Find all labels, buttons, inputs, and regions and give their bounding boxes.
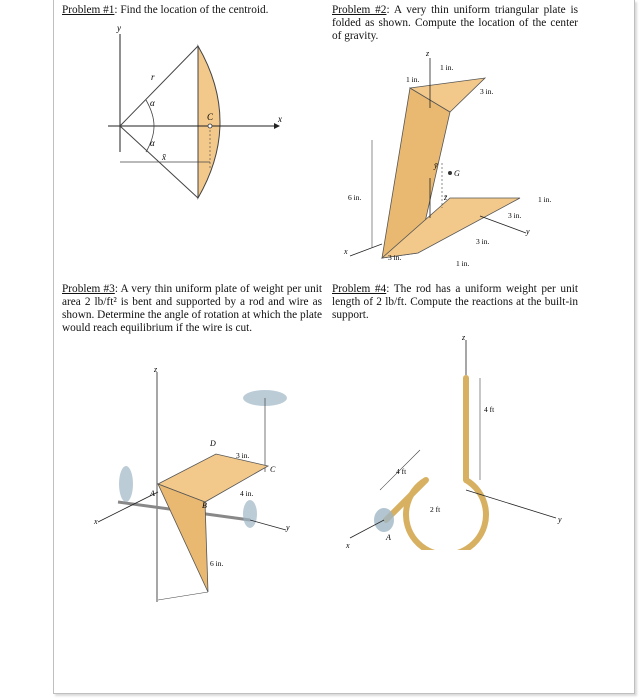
label-ybar: ȳ xyxy=(434,161,438,170)
label-xbar: x̄ xyxy=(162,152,166,162)
label-b: B xyxy=(202,501,207,510)
problem2-label: Problem #2 xyxy=(332,4,387,16)
y-axis xyxy=(250,520,286,530)
label-y: y xyxy=(286,523,290,532)
label-z: z xyxy=(426,49,430,58)
problem4-text: : The rod has a uniform weight per unit length of 2 lb/ft. Compute the reactions at the built-in support. xyxy=(332,283,578,321)
problem2-text: : A very thin uniform triangular plate is folded as shown. Compute the location of the center of gravity. xyxy=(332,4,579,42)
figure-bent-plate xyxy=(90,362,320,622)
label-a: A xyxy=(150,489,155,498)
label-1in-left: 1 in. xyxy=(406,75,420,84)
label-alpha-top: α xyxy=(150,98,155,108)
label-4in: 4 in. xyxy=(240,489,254,498)
label-2ft: 2 ft xyxy=(430,505,441,514)
label-3in-bottom: 3 in. xyxy=(476,237,490,246)
label-alpha-bottom: α xyxy=(150,138,155,148)
problem4-statement xyxy=(332,283,578,322)
centroid-point xyxy=(208,124,212,128)
problem2-statement xyxy=(332,4,578,43)
bearing-right xyxy=(243,500,257,528)
problem3-statement xyxy=(62,283,322,335)
label-x: x xyxy=(278,114,282,124)
problem1-text: : Find the location of the centroid. xyxy=(114,4,269,16)
problem3-label: Problem #3 xyxy=(62,283,115,295)
label-c: C xyxy=(270,465,276,474)
problem4-label: Problem #4 xyxy=(332,283,387,295)
label-y: y xyxy=(526,227,530,236)
label-g: G xyxy=(454,169,460,178)
label-x: x xyxy=(94,517,98,526)
center-of-gravity-point xyxy=(448,171,452,175)
label-zbar: z̄ xyxy=(444,193,448,202)
segment-shape xyxy=(198,46,220,198)
figure-folded-plate xyxy=(330,48,590,273)
bearing-left xyxy=(119,466,133,502)
label-1in-right: 1 in. xyxy=(538,195,552,204)
figure-bent-rod xyxy=(340,330,580,550)
label-6in: 6 in. xyxy=(210,559,224,568)
dim-6in-base xyxy=(158,592,208,600)
x-axis xyxy=(350,244,382,256)
label-x: x xyxy=(346,541,350,550)
label-x: x xyxy=(344,247,348,256)
label-1in-bottom: 1 in. xyxy=(456,259,470,268)
label-6in: 6 in. xyxy=(348,193,362,202)
label-c: C xyxy=(207,112,214,122)
problem3-text: : A very thin uniform plate of weight per unit area 2 lb/ft² is bent and supported by a rod and wire as shown. Determine the angle of rotation at which the plate would reach equilibrium if the wire is cut. xyxy=(62,283,323,334)
label-3in-top: 3 in. xyxy=(480,87,494,96)
problem1-statement xyxy=(62,4,268,17)
figure-circular-segment xyxy=(100,22,300,212)
radius-top xyxy=(120,46,198,126)
label-r: r xyxy=(151,72,155,82)
label-y: y xyxy=(558,515,562,524)
label-y: y xyxy=(117,23,121,33)
label-4ft-vertical: 4 ft xyxy=(484,405,495,414)
label-3in-front: 3 in. xyxy=(388,253,402,262)
label-4ft-horizontal: 4 ft xyxy=(396,467,407,476)
label-1in-top: 1 in. xyxy=(440,63,454,72)
plate-triangle xyxy=(158,484,208,592)
y-axis xyxy=(466,490,556,518)
label-3in: 3 in. xyxy=(236,451,250,460)
label-a: A xyxy=(386,533,391,542)
label-3in-right: 3 in. xyxy=(508,211,522,220)
label-z: z xyxy=(462,333,466,342)
label-z: z xyxy=(154,365,158,374)
label-d: D xyxy=(210,439,216,448)
problem1-label: Problem #1 xyxy=(62,4,115,16)
